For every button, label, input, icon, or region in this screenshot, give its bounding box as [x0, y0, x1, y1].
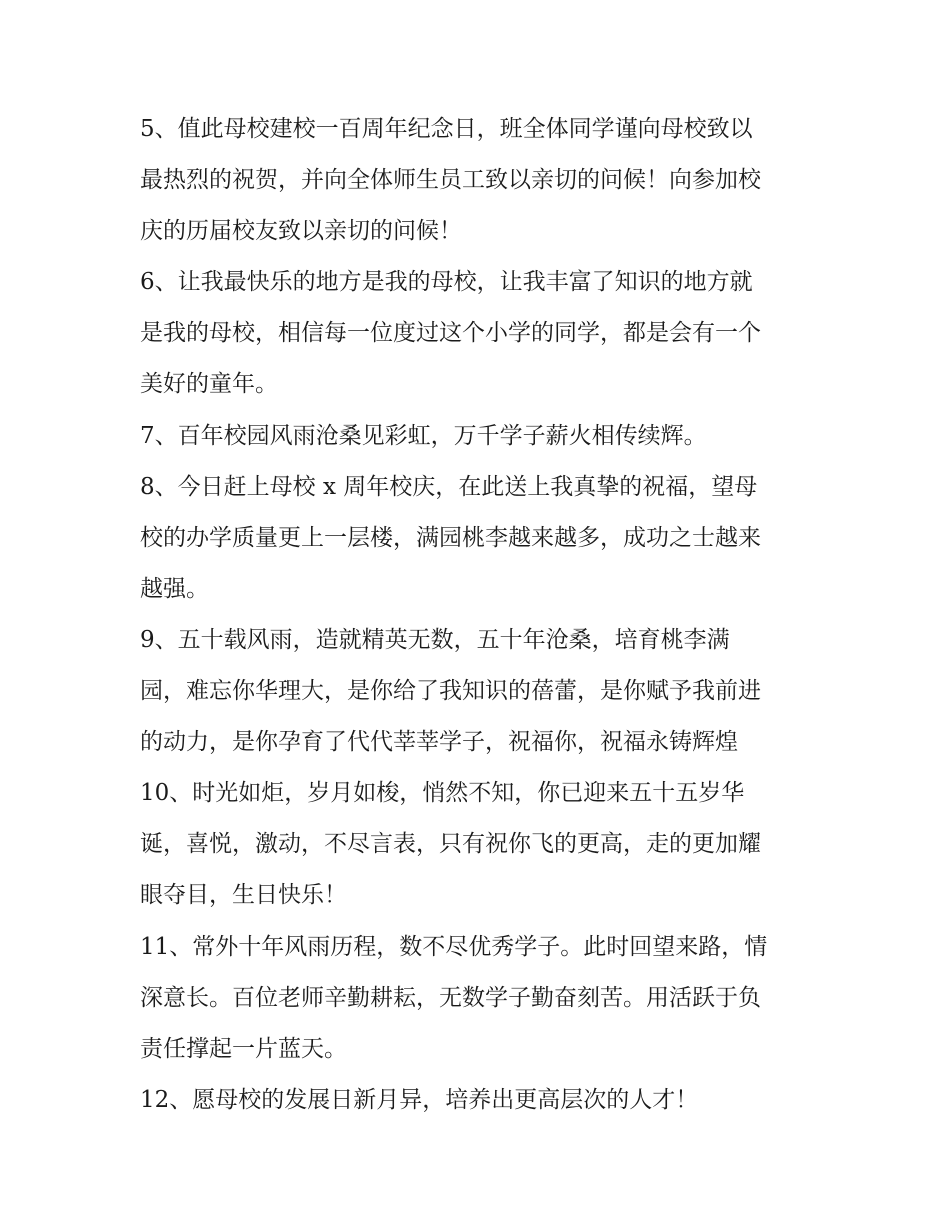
text-line: 责任撑起一片蓝天。	[140, 1035, 347, 1062]
text-line: 最热烈的祝贺，并向全体师生员工致以亲切的问候！向参加校	[140, 167, 761, 194]
text-line: 6、让我最快乐的地方是我的母校，让我丰富了知识的地方就	[140, 269, 753, 296]
text-line: 9、五十载风雨，造就精英无数，五十年沧桑，培育桃李满	[140, 626, 730, 653]
document-body	[140, 104, 820, 1126]
text-line: 11、常外十年风雨历程，数不尽优秀学子。此时回望来路，情	[140, 933, 768, 960]
text-line: 园，难忘你华理大，是你给了我知识的蓓蕾，是你赋予我前进	[140, 678, 761, 705]
text-line: 庆的历届校友致以亲切的问候！	[140, 218, 462, 245]
text-line: 8、今日赶上母校 x 周年校庆，在此送上我真挚的祝福，望母	[140, 473, 758, 500]
text-line: 诞，喜悦，激动，不尽言表，只有祝你飞的更高，走的更加耀	[140, 831, 761, 858]
text-line: 10、时光如炬，岁月如梭，悄然不知，你已迎来五十五岁华	[140, 780, 745, 807]
text-line: 校的办学质量更上一层楼，满园桃李越来越多，成功之士越来	[140, 524, 761, 551]
text-line: 5、值此母校建校一百周年纪念日，班全体同学谨向母校致以	[140, 116, 753, 142]
text-line: 的动力，是你孕育了代代莘莘学子，祝福你，祝福永铸辉煌	[140, 729, 738, 756]
text-line: 是我的母校，相信每一位度过这个小学的同学，都是会有一个	[140, 320, 761, 347]
text-line: 7、百年校园风雨沧桑见彩虹，万千学子薪火相传续辉。	[140, 422, 707, 449]
text-line: 眼夺目，生日快乐！	[140, 882, 347, 909]
text-line: 深意长。百位老师辛勤耕耘，无数学子勤奋刻苦。用活跃于负	[140, 984, 761, 1011]
text-line: 越强。	[140, 575, 209, 602]
text-line: 美好的童年。	[140, 371, 278, 398]
text-line: 12、愿母校的发展日新月异，培养出更高层次的人才！	[140, 1086, 699, 1113]
